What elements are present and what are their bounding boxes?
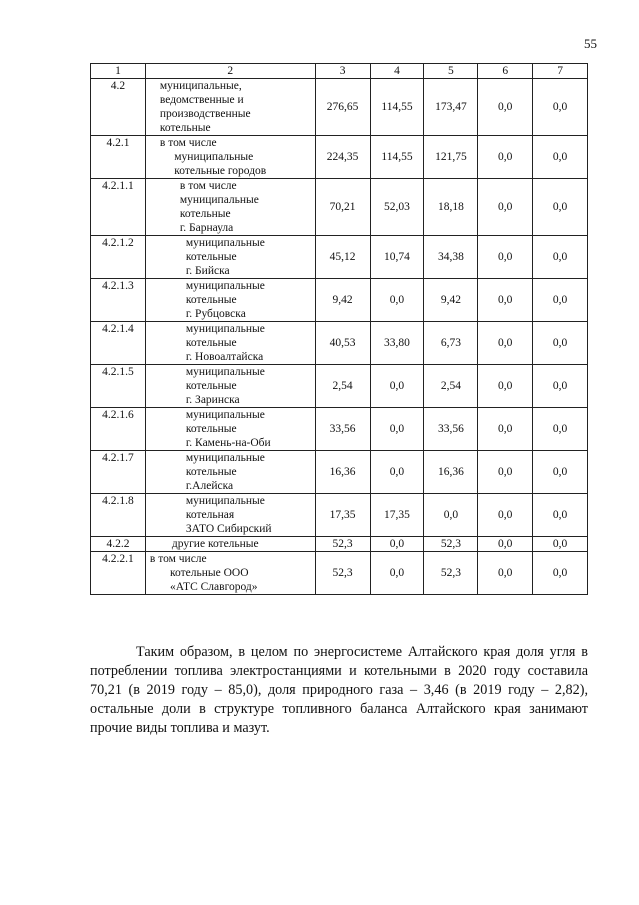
row-value-cell: 0,0	[533, 322, 588, 365]
row-value-cell: 0,0	[478, 408, 533, 451]
row-name-line: муниципальные	[185, 409, 265, 421]
row-value-cell: 16,36	[315, 451, 370, 494]
row-value-cell: 0,0	[478, 537, 533, 552]
column-header: 2	[145, 64, 315, 79]
table-row	[91, 451, 588, 494]
paragraph-line: 70,21 (в 2019 году – 85,0), доля природного газа – 3,46 (в 2019 году – 2,82),	[90, 682, 588, 698]
row-name-line: г. Заринска	[185, 394, 240, 406]
row-name-line: муниципальные	[185, 280, 265, 292]
paragraph-line: Таким образом, в целом по энергосистеме Алтайского края доля угля в	[136, 644, 588, 660]
row-value-cell: 33,80	[370, 322, 424, 365]
row-value-cell: 17,35	[315, 494, 370, 537]
row-name-line: муниципальные	[185, 366, 265, 378]
row-name-line: г. Камень-на-Оби	[185, 437, 271, 449]
table-row	[91, 552, 588, 595]
row-name-line: другие котельные	[171, 538, 259, 550]
row-value-cell: 0,0	[533, 552, 588, 595]
row-value-cell: 0,0	[478, 322, 533, 365]
row-name-line: ЗАТО Сибирский	[185, 523, 272, 535]
table-row	[91, 408, 588, 451]
row-name-line: котельные	[185, 337, 237, 349]
row-value-cell: 0,0	[478, 79, 533, 136]
row-value-cell: 52,3	[424, 537, 478, 552]
row-code-cell: 4.2.2.1	[91, 552, 146, 595]
row-name-line: муниципальные	[185, 452, 265, 464]
row-name-line: г.Алейска	[185, 480, 234, 492]
row-code-cell: 4.2.2	[91, 537, 146, 552]
row-name-line: муниципальные	[159, 151, 254, 163]
table-row	[91, 494, 588, 537]
row-name-cell	[145, 79, 315, 136]
column-header: 7	[533, 64, 588, 79]
row-value-cell: 0,0	[478, 365, 533, 408]
table-row	[91, 365, 588, 408]
row-code-cell: 4.2.1.5	[91, 365, 146, 408]
row-value-cell: 173,47	[424, 79, 478, 136]
row-code-cell: 4.2.1.1	[91, 179, 146, 236]
row-name-cell	[145, 451, 315, 494]
row-value-cell: 0,0	[478, 451, 533, 494]
row-value-cell: 0,0	[533, 365, 588, 408]
row-value-cell: 0,0	[370, 408, 424, 451]
row-name-line: котельные	[185, 466, 237, 478]
row-name-line: котельные	[159, 122, 211, 134]
row-name-line: в том числе	[159, 137, 217, 149]
row-name-line: муниципальные,	[159, 80, 242, 92]
row-value-cell: 40,53	[315, 322, 370, 365]
row-code-cell: 4.2.1	[91, 136, 146, 179]
row-value-cell: 0,0	[533, 179, 588, 236]
row-name-line: котельные	[179, 208, 231, 220]
row-name-cell	[145, 236, 315, 279]
row-value-cell: 33,56	[424, 408, 478, 451]
row-code-cell: 4.2	[91, 79, 146, 136]
row-value-cell: 0,0	[533, 136, 588, 179]
row-value-cell: 0,0	[370, 279, 424, 322]
row-code-cell: 4.2.1.8	[91, 494, 146, 537]
row-name-cell	[145, 552, 315, 595]
row-name-line: котельные	[185, 294, 237, 306]
row-name-line: г. Бийска	[185, 265, 230, 277]
row-value-cell: 52,03	[370, 179, 424, 236]
row-value-cell: 45,12	[315, 236, 370, 279]
row-name-line: г. Барнаула	[179, 222, 234, 234]
table-row	[91, 179, 588, 236]
fuel-balance-table	[90, 63, 588, 595]
row-value-cell: 0,0	[533, 537, 588, 552]
row-name-line: в том числе	[149, 553, 207, 565]
row-name-cell	[145, 179, 315, 236]
row-value-cell: 121,75	[424, 136, 478, 179]
row-name-line: муниципальные	[179, 194, 259, 206]
row-value-cell: 0,0	[370, 365, 424, 408]
conclusion-paragraph	[90, 643, 588, 738]
row-value-cell: 0,0	[533, 408, 588, 451]
row-name-line: котельные	[185, 380, 237, 392]
row-code-cell: 4.2.1.7	[91, 451, 146, 494]
row-value-cell: 0,0	[533, 494, 588, 537]
row-value-cell: 10,74	[370, 236, 424, 279]
row-name-line: котельные	[185, 423, 237, 435]
paragraph-line: потреблении топлива электростанциями и котельными в 2020 году составила	[90, 663, 588, 679]
row-code-cell: 4.2.1.6	[91, 408, 146, 451]
row-name-line: котельные ООО	[149, 567, 249, 579]
row-value-cell: 16,36	[424, 451, 478, 494]
row-code-cell: 4.2.1.2	[91, 236, 146, 279]
row-name-cell	[145, 408, 315, 451]
table-row	[91, 537, 588, 552]
row-name-line: ведомственные и	[159, 94, 244, 106]
row-name-line: г. Новоалтайска	[185, 351, 264, 363]
table-row	[91, 322, 588, 365]
table-row	[91, 136, 588, 179]
row-value-cell: 6,73	[424, 322, 478, 365]
column-header: 5	[424, 64, 478, 79]
row-value-cell: 0,0	[533, 79, 588, 136]
row-name-line: в том числе	[179, 180, 237, 192]
row-name-cell	[145, 136, 315, 179]
row-name-line: «АТС Славгород»	[149, 581, 258, 593]
row-value-cell: 0,0	[533, 279, 588, 322]
column-header: 6	[478, 64, 533, 79]
table-row	[91, 236, 588, 279]
row-value-cell: 2,54	[424, 365, 478, 408]
row-name-line: муниципальные	[185, 323, 265, 335]
row-value-cell: 0,0	[478, 279, 533, 322]
row-value-cell: 33,56	[315, 408, 370, 451]
column-header: 3	[315, 64, 370, 79]
row-value-cell: 114,55	[370, 136, 424, 179]
table-body	[91, 79, 588, 595]
row-value-cell: 2,54	[315, 365, 370, 408]
row-name-cell	[145, 494, 315, 537]
table-row	[91, 279, 588, 322]
row-value-cell: 0,0	[424, 494, 478, 537]
column-header: 4	[370, 64, 424, 79]
row-value-cell: 52,3	[424, 552, 478, 595]
row-value-cell: 224,35	[315, 136, 370, 179]
table-header-row	[91, 64, 588, 79]
row-value-cell: 0,0	[478, 552, 533, 595]
row-name-line: муниципальные	[185, 495, 265, 507]
row-name-line: производственные	[159, 108, 251, 120]
row-name-line: котельные городов	[159, 165, 267, 177]
row-value-cell: 0,0	[478, 236, 533, 279]
row-name-line: котельные	[185, 251, 237, 263]
row-name-cell	[145, 279, 315, 322]
row-value-cell: 52,3	[315, 537, 370, 552]
row-name-cell	[145, 537, 315, 552]
row-value-cell: 0,0	[533, 451, 588, 494]
row-value-cell: 0,0	[478, 136, 533, 179]
row-code-cell: 4.2.1.3	[91, 279, 146, 322]
row-value-cell: 0,0	[533, 236, 588, 279]
row-value-cell: 9,42	[424, 279, 478, 322]
row-value-cell: 17,35	[370, 494, 424, 537]
table-row	[91, 79, 588, 136]
row-name-line: муниципальные	[185, 237, 265, 249]
row-name-cell	[145, 322, 315, 365]
row-value-cell: 34,38	[424, 236, 478, 279]
row-value-cell: 0,0	[370, 537, 424, 552]
row-value-cell: 0,0	[478, 494, 533, 537]
column-header: 1	[91, 64, 146, 79]
row-name-cell	[145, 365, 315, 408]
page-number: 55	[584, 36, 597, 51]
row-value-cell: 114,55	[370, 79, 424, 136]
paragraph-line: прочие виды топлива и мазут.	[90, 720, 270, 736]
row-value-cell: 0,0	[370, 451, 424, 494]
row-name-line: г. Рубцовска	[185, 308, 246, 320]
row-value-cell: 9,42	[315, 279, 370, 322]
row-value-cell: 18,18	[424, 179, 478, 236]
row-value-cell: 0,0	[370, 552, 424, 595]
row-name-line: котельная	[185, 509, 235, 521]
row-value-cell: 52,3	[315, 552, 370, 595]
row-value-cell: 276,65	[315, 79, 370, 136]
row-value-cell: 0,0	[478, 179, 533, 236]
paragraph-line: остальные доли в структуре топливного баланса Алтайского края занимают	[90, 701, 588, 717]
row-code-cell: 4.2.1.4	[91, 322, 146, 365]
row-value-cell: 70,21	[315, 179, 370, 236]
